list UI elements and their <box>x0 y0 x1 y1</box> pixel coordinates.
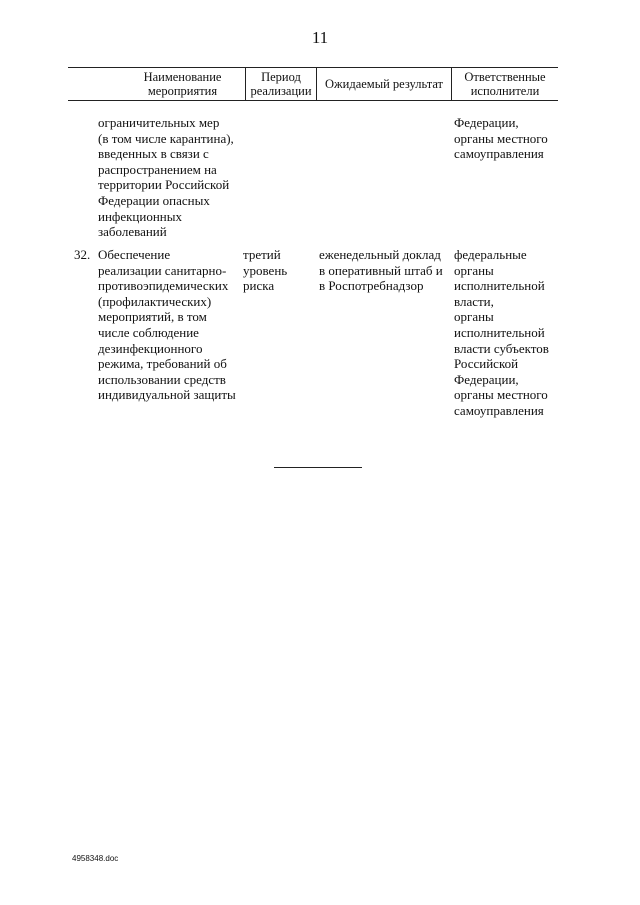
header-name: Наименование мероприятия <box>143 70 222 98</box>
row-number: 32. <box>74 247 91 262</box>
row-32-responsible: федеральные органы исполнительной власти, органы исполнительной власти субъектов Российской Федерации, органы местного самоуправления <box>454 247 549 418</box>
document-id: 4958348.doc <box>72 854 119 863</box>
continued-row-name: ограничительных мер (в том числе карантина), введенных в связи с распространением на территории Российской Федерации опасных инфекционных заболеваний <box>98 115 234 240</box>
row-32-name: Обеспечение реализации санитарно- противоэпидемических (профилактических) мероприятий, в том числе соблюдение дезинфекционного режима, требований об использовании средств индивидуальной защиты <box>98 247 236 403</box>
header-responsible: Ответственные исполнители <box>464 70 546 98</box>
page-number: 11 <box>311 28 329 47</box>
row-32-period: третий уровень риска <box>243 247 288 294</box>
header-result: Ожидаемый результат <box>324 77 444 91</box>
row-32-result: еженедельный доклад в оперативный штаб и в Роспотребнадзор <box>319 247 443 294</box>
continued-row-responsible: Федерации, органы местного самоуправления <box>454 115 548 162</box>
header-period: Период реализации <box>250 70 312 98</box>
table-header <box>68 67 558 101</box>
end-divider <box>274 467 362 468</box>
